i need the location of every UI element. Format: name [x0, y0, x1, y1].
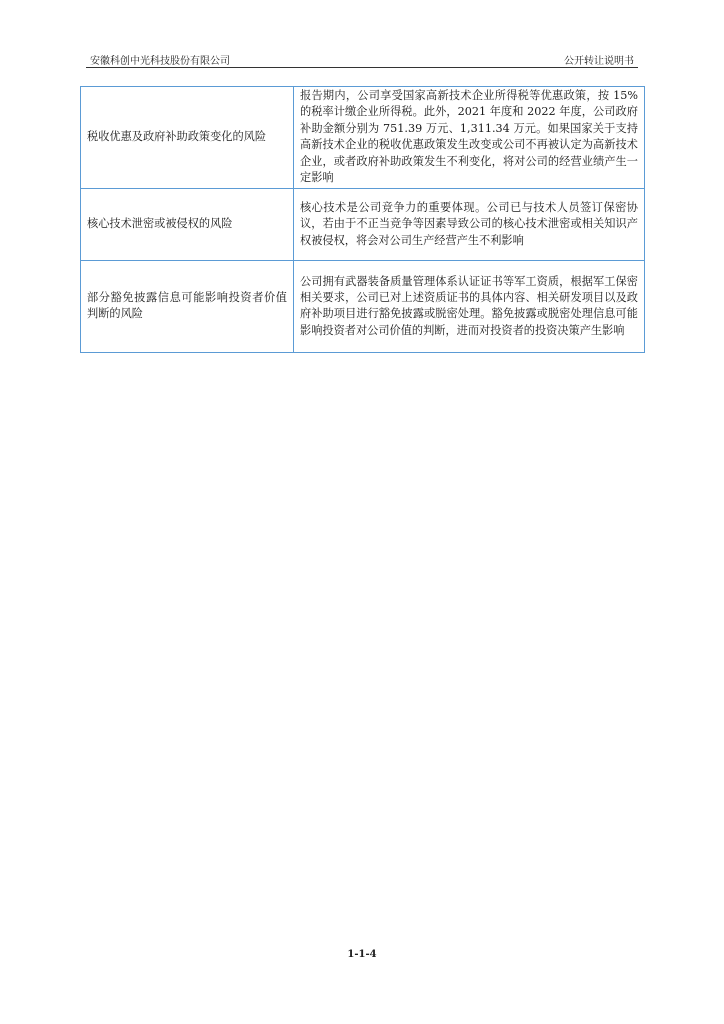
table-row — [81, 87, 645, 189]
table-row — [81, 261, 645, 353]
risk-name-cell: 部分豁免披露信息可能影响投资者价值判断的风险 — [81, 261, 294, 353]
risk-table — [80, 86, 645, 353]
risk-description-cell: 公司拥有武器装备质量管理体系认证证书等军工资质，根据军工保密相关要求，公司已对上述资质证书的具体内容、相关研发项目以及政府补助项目进行豁免披露或脱密处理。豁免披露或脱密处理信息可能影响投资者对公司价值的判断，进而对投资者的投资决策产生影响 — [294, 261, 645, 353]
risk-description-cell: 核心技术是公司竞争力的重要体现。公司已与技术人员签订保密协议，若由于不正当竞争等因素导致公司的核心技术泄密或相关知识产权被侵权，将会对公司生产经营产生不利影响 — [294, 189, 645, 261]
page-number: 1-1-4 — [347, 949, 377, 960]
header-document-title: 公开转让说明书 — [564, 56, 634, 67]
page-header — [86, 50, 638, 68]
risk-name-cell: 核心技术泄密或被侵权的风险 — [81, 189, 294, 261]
risk-description-cell: 报告期内，公司享受国家高新技术企业所得税等优惠政策，按 15%的税率计缴企业所得税。此外，2021 年度和 2022 年度，公司政府补助金额分别为 751.39 万元、1,311.34 万元。如果国家关于支持高新技术企业的税收优惠政策发生改变或公司不再被认定为高新技术企业，或者政府补助政策发生不利变化，将对公司的经营业绩产生一定影响 — [294, 87, 645, 189]
table-row — [81, 189, 645, 261]
risk-name-cell: 税收优惠及政府补助政策变化的风险 — [81, 87, 294, 189]
header-company-name: 安徽科创中光科技股份有限公司 — [90, 56, 230, 67]
